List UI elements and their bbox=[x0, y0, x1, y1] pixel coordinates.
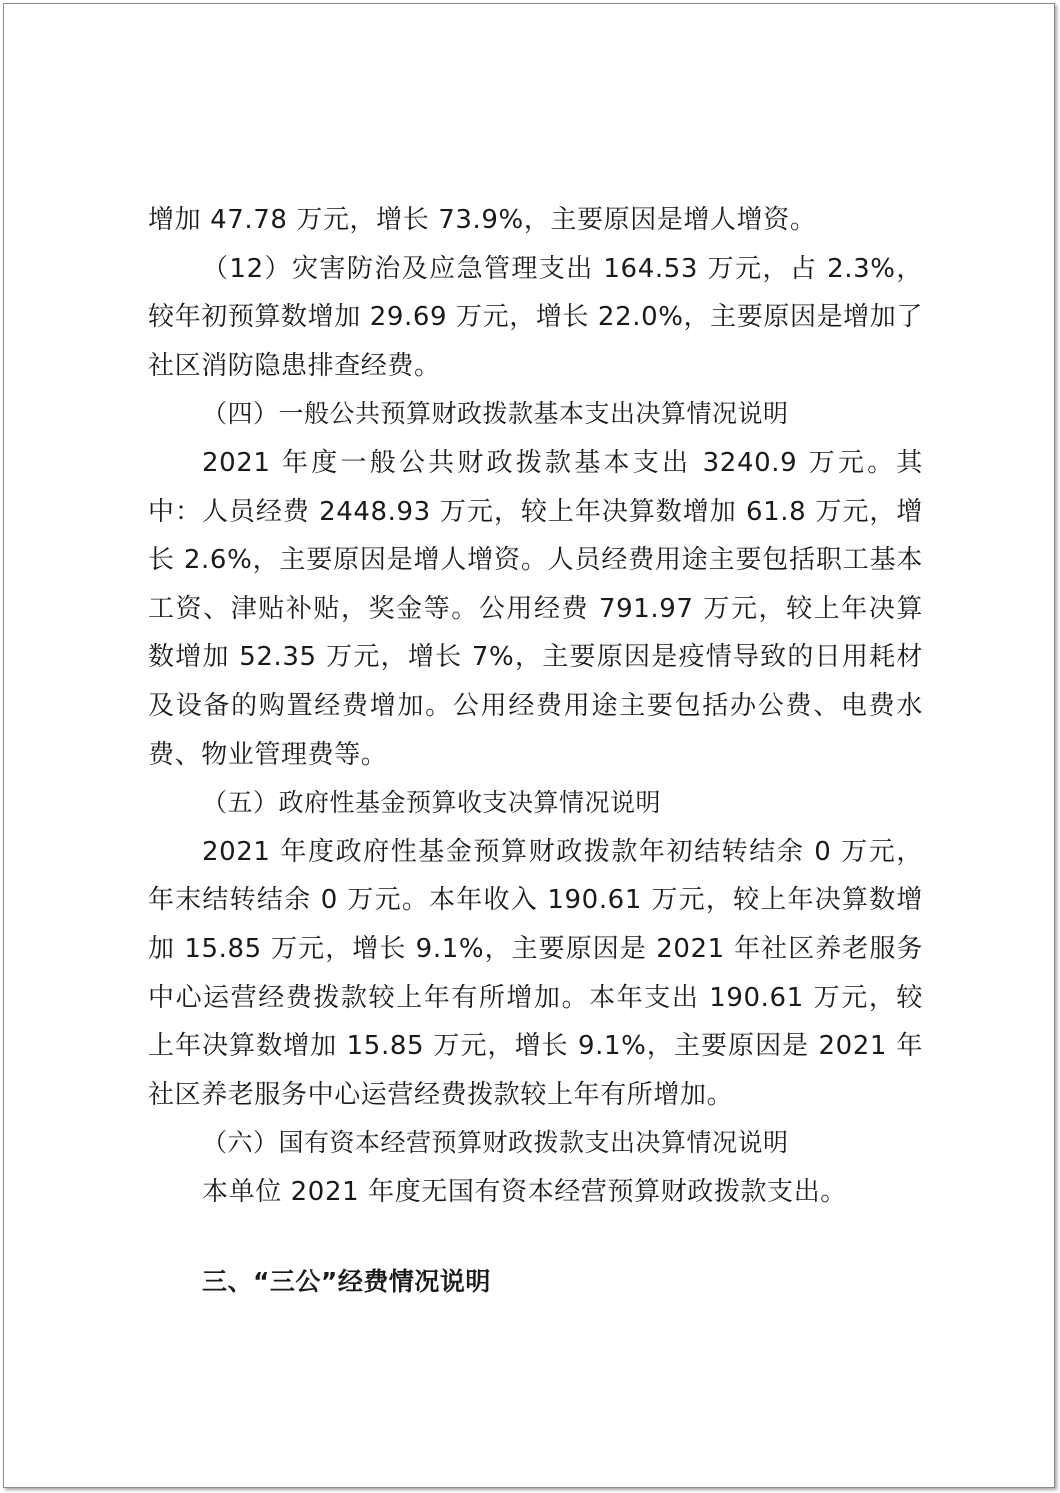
heading-state-capital: （六）国有资本经营预算财政拨款支出决算情况说明 bbox=[202, 1128, 789, 1158]
document-body bbox=[148, 196, 923, 1307]
heading-basic-expenditure: （四）一般公共预算财政拨款基本支出决算情况说明 bbox=[202, 399, 789, 429]
paragraph-increase-continued: 增加 47.78 万元，增长 73.9%，主要原因是增人增资。 bbox=[148, 205, 817, 235]
section-title-three-public: 三、“三公”经费情况说明 bbox=[202, 1267, 491, 1297]
paragraph-government-fund: 2021 年度政府性基金预算财政拨款年初结转结余 0 万元，年末结转结余 0 万元。本年收入 190.61 万元，较上年决算数增加 15.85 万元，增长 9.1%，主要原因是 2021 年社区养老服务中心运营经费拨款较上年有所增加。本年支出 190.61 万元，较上年决算数增加 15.85 万元，增长 9.1%，主要原因是 2021 年社区养老服务中心运营经费拨款较上年有所增加。 bbox=[148, 836, 923, 1110]
paragraph-state-capital: 本单位 2021 年度无国有资本经营预算财政拨款支出。 bbox=[202, 1176, 847, 1207]
heading-government-fund: （五）政府性基金预算收支决算情况说明 bbox=[202, 788, 662, 818]
paragraph-disaster-prevention: （12）灾害防治及应急管理支出 164.53 万元，占 2.3%，较年初预算数增加 29.69 万元，增长 22.0%，主要原因是增加了社区消防隐患排查经费。 bbox=[148, 253, 923, 381]
paragraph-basic-expenditure: 2021 年度一般公共财政拨款基本支出 3240.9 万元。其中：人员经费 2448.93 万元，较上年决算数增加 61.8 万元，增长 2.6%，主要原因是增人增资。人员经费用途主要包括职工基本工资、津贴补贴，奖金等。公用经费 791.97 万元，较上年决算数增加 52.35 万元，增长 7%，主要原因是疫情导致的日用耗材及设备的购置经费增加。公用经费用途主要包括办公费、电费水费、物业管理费等。 bbox=[148, 447, 923, 770]
